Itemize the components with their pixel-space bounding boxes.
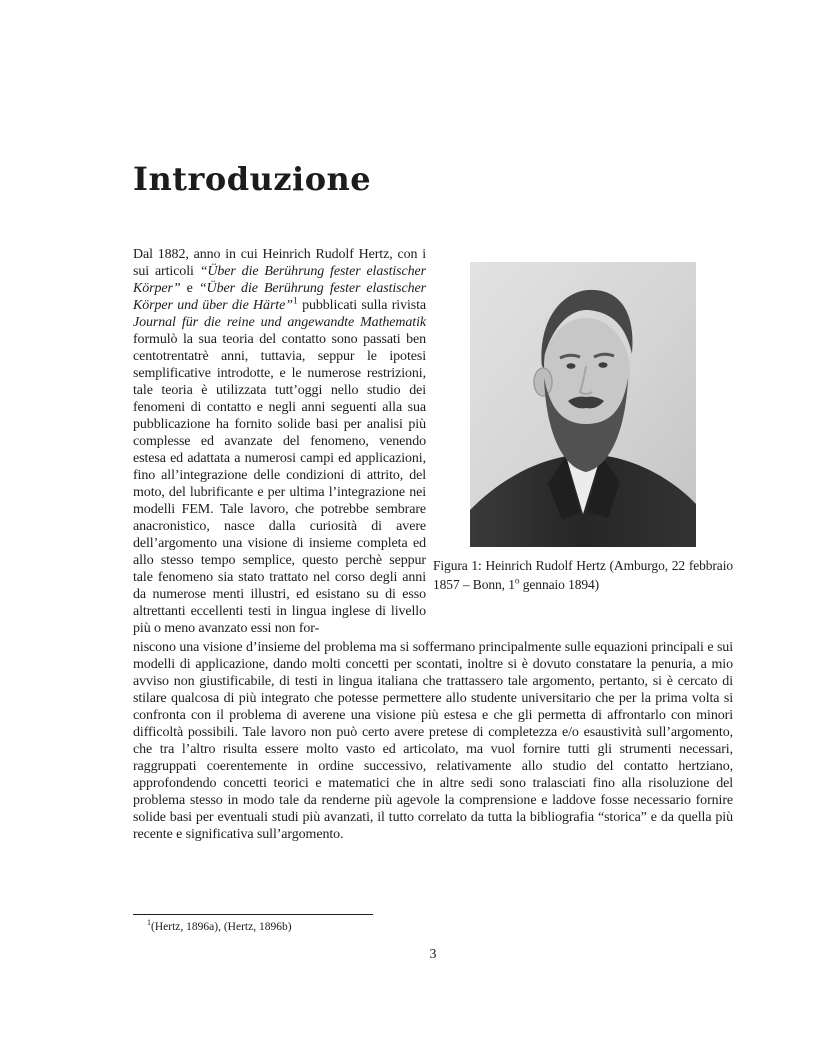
intro-paragraph-column-text: Dal 1882, anno in cui Heinrich Rudolf Hertz, con i sui articoli “Über die Berührung fester elastischer Körper” e “Über die Berührung fester elastischer Körper und über die Härte”$^1$ pubblicati sulla rivista Journal für die reine und angewandte Mathematik formulò la sua teoria del contatto sono passati ben centotrentatrè anni, tuttavia, seppur le ipotesi semplificative introdotte, e le numerose restrizioni, tale teoria è utilizzata tutt’oggi nello studio dei fenomeni di contatto e negli anni seguenti alla sua pubblicazione ha fornito solide basi per analisi più complesse ed avanzate del fenomeno, venendo estesa ed adattata a numerosi campi ed applicazioni, fino all’integrazione delle condizioni di attrito, del moto, del lubrificante e per ultima l’integrazione nei modelli FEM. Tale lavoro, che potrebbe sembrare anacronistico, nasce dalla curiosità di avere dell’argomento una visione di insieme completa ed allo stesso tempo semplice, questo perchè seppur tale fenomeno sia stato trattato nel corso degli anni da numerose menti illustri, ed esistano su di esso altrettanti eccellenti testi in lingua inglese di livello più o meno avanzato essi non for- [133,247,427,636]
text-block [133,158,733,843]
hertz-portrait-photo [470,262,696,547]
figure-caption [433,556,733,594]
footnote-rule [133,914,373,915]
figure-column [433,246,733,594]
two-column-region [133,246,733,637]
intro-paragraph-column [133,246,426,637]
footnote-area [133,914,733,934]
eye-right [599,362,608,368]
figure-caption-text: Figura 1: Heinrich Rudolf Hertz (Amburgo, 22 febbraio 1857 – Bonn, 1$^o$ gennaio 1894) [433,558,733,592]
intro-paragraph-full-width-text: niscono una visione d’insieme del problema ma si soffermano principalmente sulle equazioni principali e sui modelli di applicazione, dando molti concetti per scontati, inoltre si è dovuto constatare la penuria, a mio avviso non giustificabile, di testi in lingua italiana che trattassero tale argomento, pertanto, si è cercato di stilare qualcosa di più integrato che potesse permettere allo studente universitario che per la prima volta si confronta con il problema di averene una visione più estesa e che gli permetta di affrontarlo con minori difficoltà possibili. Tale lavoro non può certo avere pretese di completezza e/o esaustività sull’argomento, che tra l’altro risulta essere molto vasto ed articolato, ma vuol fornire tutti gli strumenti necessari, raggruppati coerentemente in ordine successivo, relativamente allo studio del contatto hertziano, approfondendo concetti teorici e matematici che in altre sedi sono tralasciati fino alla risoluzione del problema stesso in modo tale da renderne più agevole la comprensione e laddove fosse necessario fornire solide basi per eventuali studi più avanzati, il tutto correlato da tutta la bibliografia “storica” e da quella più recente e significativa sull’argomento. [133,640,733,842]
figure-1 [433,262,733,594]
ear [534,368,552,396]
eye-left [567,363,576,369]
footnote-text: $^1$(Hertz, 1896a), (Hertz, 1896b) [147,918,292,933]
page-number: 3 [429,947,437,962]
chapter-title: Introduzione [133,160,372,198]
intro-paragraph-full-width [133,639,733,843]
